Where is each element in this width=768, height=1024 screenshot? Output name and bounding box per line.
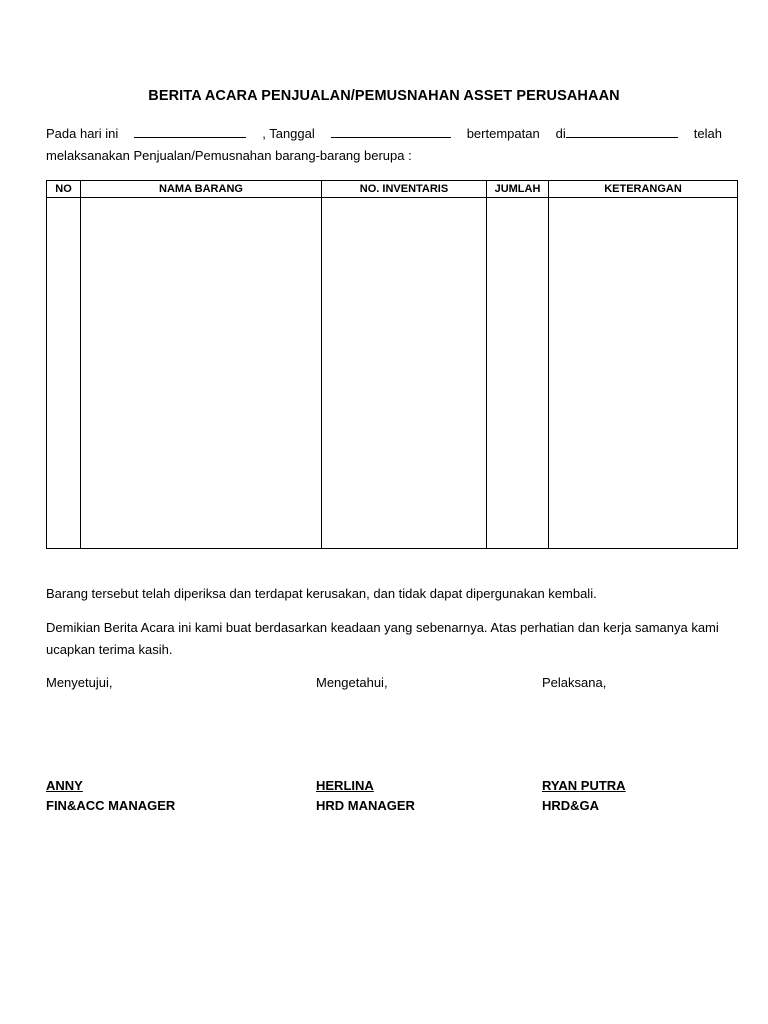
intro-bertempatan: bertempatan [466,126,540,141]
date-blank [331,123,451,138]
signature-title-acknowledger: HRD MANAGER [316,798,415,813]
cell-nama-barang[interactable] [81,198,322,549]
signature-label-acknowledger: Mengetahui, [316,675,388,690]
intro-pada-hari-ini: Pada hari ini [46,126,119,141]
intro-line-1 [46,123,722,145]
table-row [47,198,738,549]
cell-jumlah[interactable] [487,198,549,549]
cell-keterangan[interactable] [549,198,738,549]
header-no: NO [47,181,81,198]
signature-title-executor: HRD&GA [542,798,600,813]
intro-tanggal: , Tanggal [262,126,315,141]
signature-name-executor: RYAN PUTRA [542,778,626,793]
signature-label-approver: Menyetujui, [46,675,113,690]
table-header-row [47,181,738,198]
header-no-inventaris: NO. INVENTARIS [322,181,487,198]
intro-di-group [556,123,678,145]
header-keterangan: KETERANGAN [549,181,738,198]
closing-statement: Demikian Berita Acara ini kami buat berdasarkan keadaan yang sebenarnya. Atas perhatian dan kerja samanya kami ucapkan terima kasih. [46,620,719,657]
header-nama-barang: NAMA BARANG [81,181,322,198]
signature-label-executor: Pelaksana, [542,675,607,690]
day-blank [134,123,246,138]
intro-telah: telah [693,126,722,141]
intro-di: di [555,126,566,141]
signature-title-approver: FIN&ACC MANAGER [46,798,176,813]
inspection-statement: Barang tersebut telah diperiksa dan terdapat kerusakan, dan tidak dapat dipergunakan kembali. [46,586,597,601]
document-title: BERITA ACARA PENJUALAN/PEMUSNAHAN ASSET PERUSAHAAN [148,88,620,104]
header-jumlah: JUMLAH [487,181,549,198]
items-table [46,180,738,549]
cell-no-inventaris[interactable] [322,198,487,549]
cell-no[interactable] [47,198,81,549]
signature-name-acknowledger: HERLINA [316,778,374,793]
place-blank [566,123,678,138]
intro-line-2: melaksanakan Penjualan/Pemusnahan barang-barang berupa : [46,148,412,163]
signature-name-approver: ANNY [46,778,83,793]
